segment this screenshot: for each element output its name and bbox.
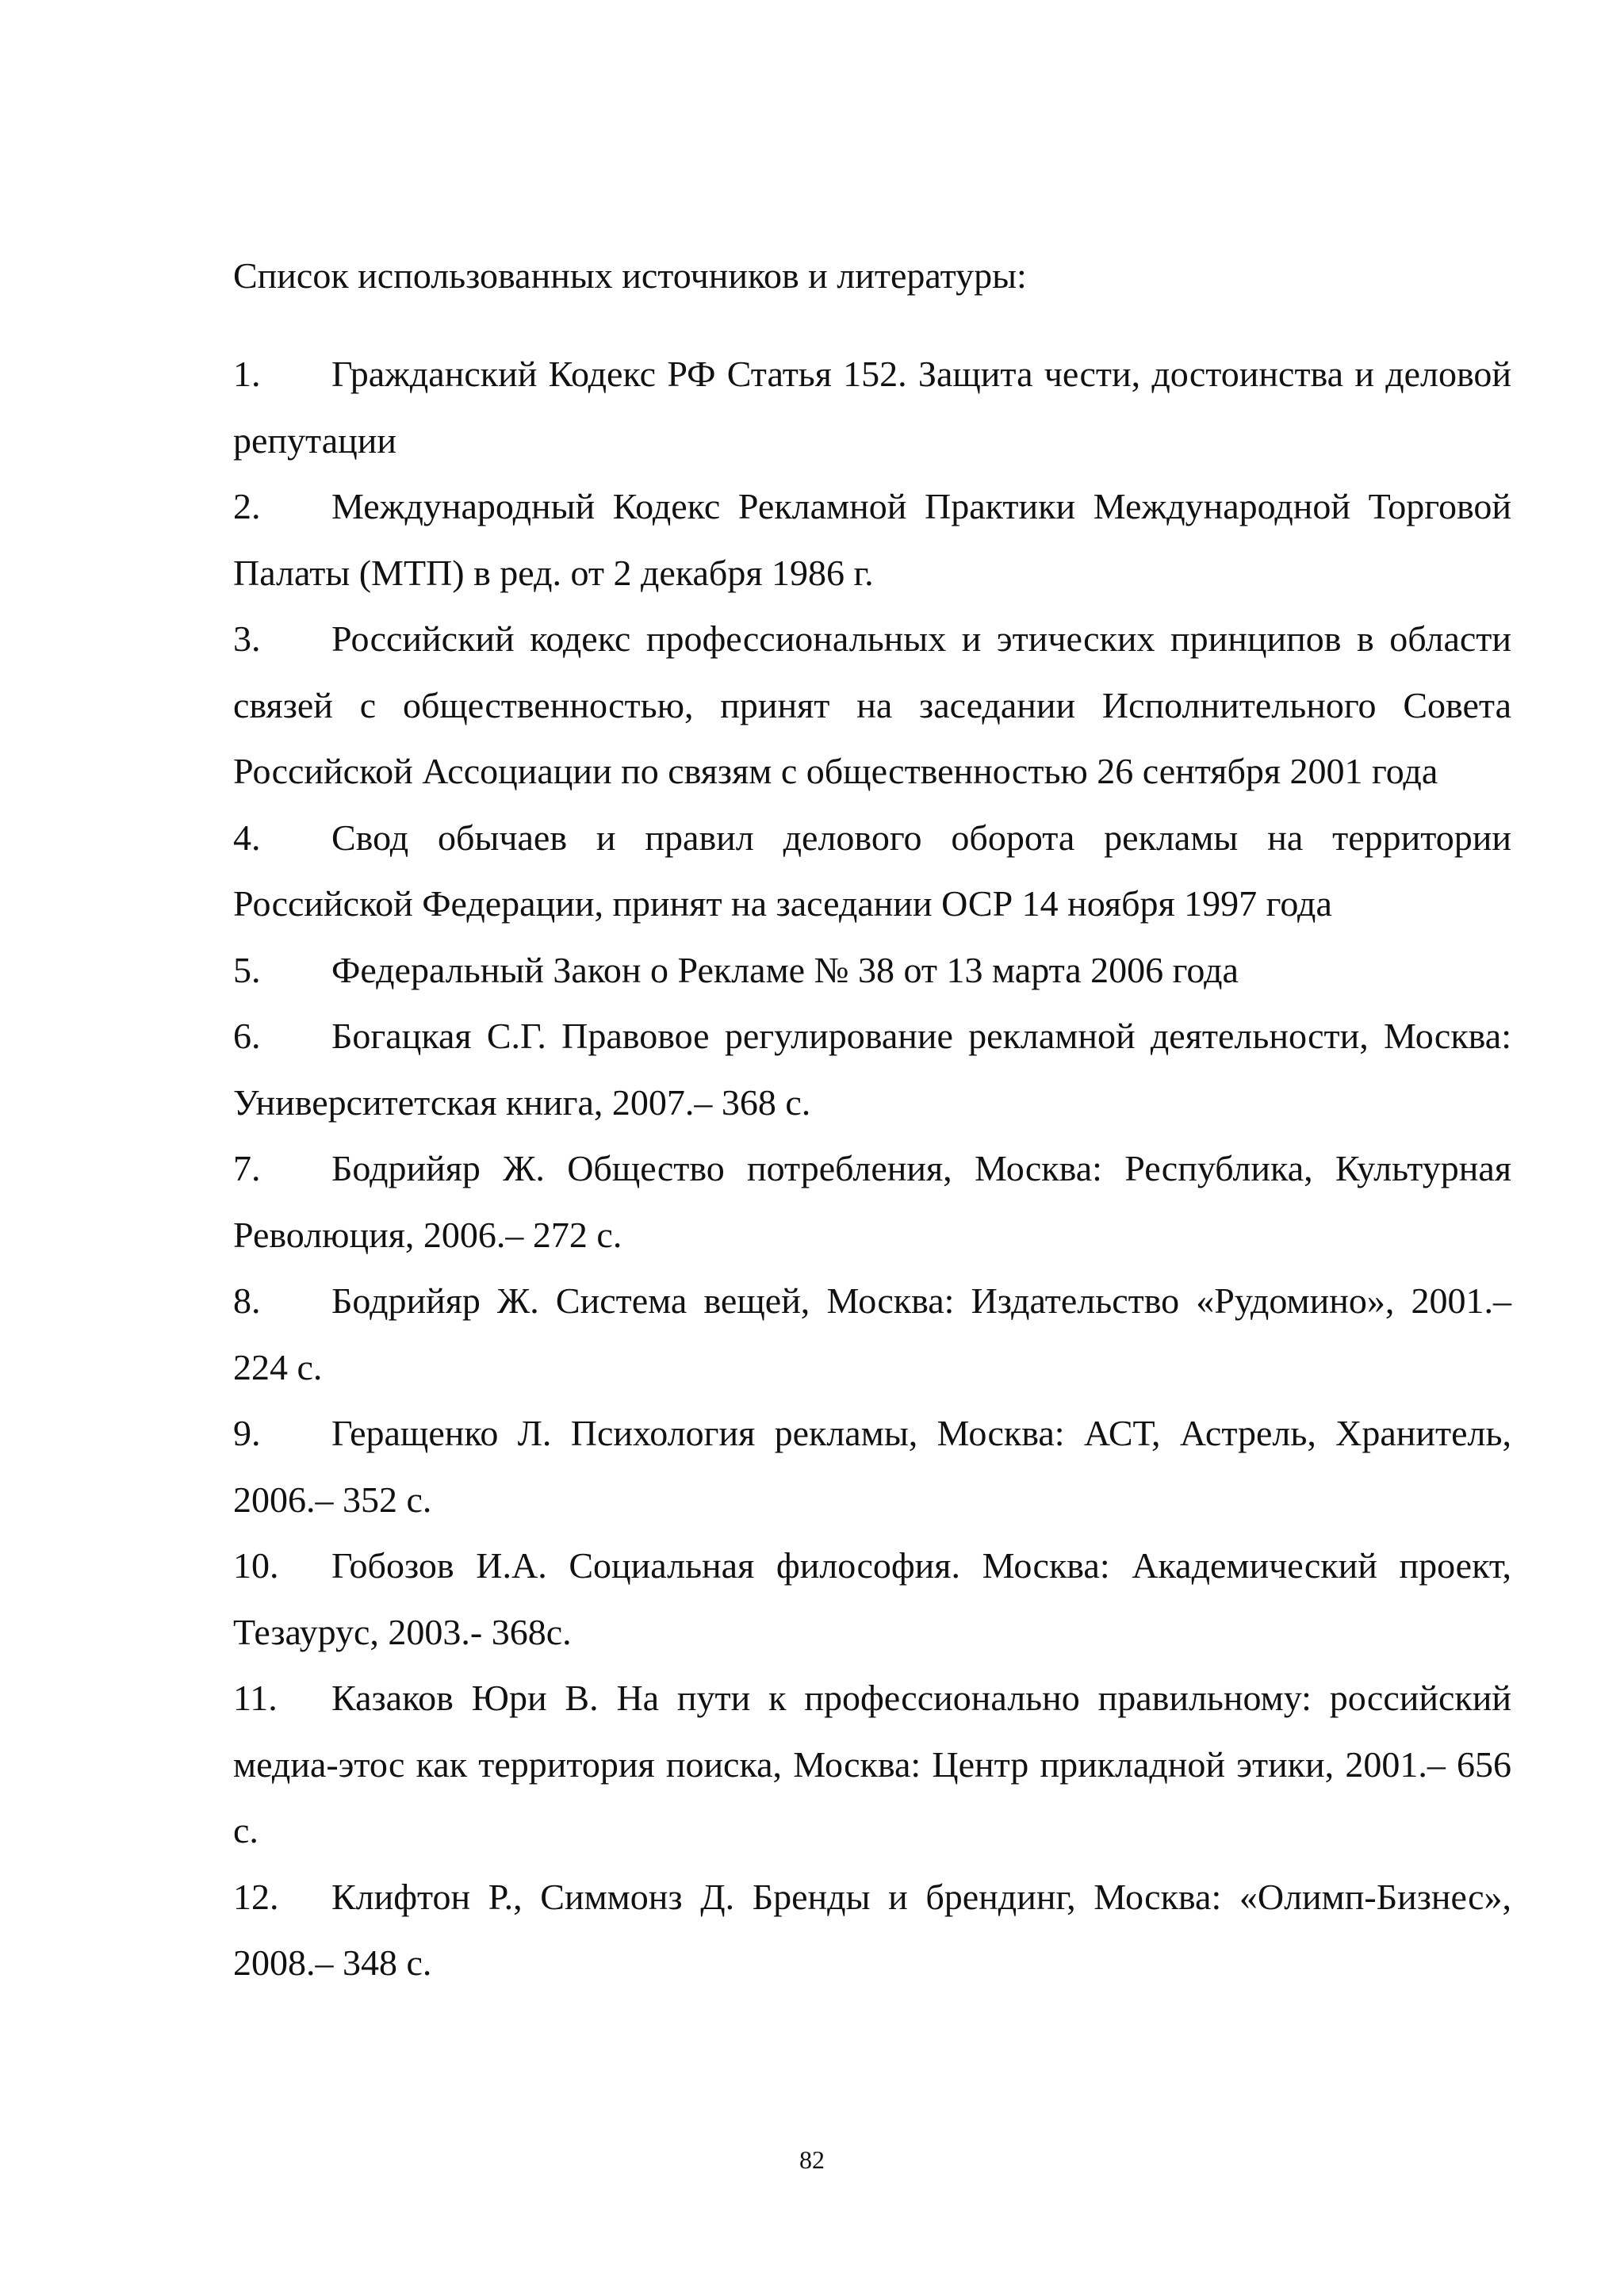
reference-number: 2. [233,486,261,526]
reference-number: 1. [233,354,261,394]
reference-text: Богацкая С.Г. Правовое регулирование рекламной деятельности, Москва: Университетская книга, 2007.– 368 с. [233,1016,1511,1123]
reference-number: 9. [233,1413,261,1453]
reference-number: 11. [233,1678,278,1718]
reference-item [233,606,1511,805]
reference-number: 4. [233,817,261,858]
reference-item [233,1135,1511,1268]
reference-text: Международный Кодекс Рекламной Практики Международной Торговой Палаты (МТП) в ред. от 2 декабря 1986 г. [233,486,1511,593]
page-number: 82 [799,2145,825,2174]
reference-item [233,341,1511,473]
reference-number: 6. [233,1016,261,1056]
reference-number: 10. [233,1545,279,1586]
reference-text: Федеральный Закон о Рекламе № 38 от 13 марта 2006 года [331,949,1239,990]
reference-number: 12. [233,1876,279,1917]
reference-text: Свод обычаев и правил делового оборота рекламы на территории Российской Федерации, принят на заседании ОСР 14 ноября 1997 года [233,817,1511,924]
reference-text: Гобозов И.А. Социальная философия. Москва: Академический проект, Тезаурус, 2003.- 368с. [233,1545,1511,1652]
reference-item [233,1268,1511,1400]
reference-number: 5. [233,949,261,990]
reference-number: 7. [233,1148,261,1188]
reference-item [233,473,1511,606]
references-heading: Список использованных источников и литературы: [233,255,1027,296]
reference-item [233,805,1511,937]
reference-text: Российский кодекс профессиональных и этических принципов в области связей с общественностью, принят на заседании Исполнительного Совета Российской Ассоциации по связям с общественностью 26 сентября 2001 года [233,618,1511,791]
reference-item [233,1533,1511,1665]
references-list [233,341,1511,1996]
reference-item [233,1003,1511,1135]
reference-text: Бодрийяр Ж. Система вещей, Москва: Издательство «Рудомино», 2001.– 224 с. [233,1280,1511,1387]
reference-number: 8. [233,1280,261,1321]
reference-text: Гражданский Кодекс РФ Статья 152. Защита чести, достоинства и деловой репутации [233,354,1511,461]
reference-text: Геращенко Л. Психология рекламы, Москва: АСТ, Астрель, Хранитель, 2006.– 352 с. [233,1413,1511,1520]
reference-item [233,1400,1511,1533]
reference-item [233,1665,1511,1864]
reference-text: Бодрийяр Ж. Общество потребления, Москва: Республика, Культурная Революция, 2006.– 272 с. [233,1148,1511,1255]
reference-item [233,937,1511,1004]
reference-text: Казаков Юри В. На пути к профессионально правильному: российский медиа-этос как территория поиска, Москва: Центр прикладной этики, 2001.– 656 с. [233,1678,1511,1850]
reference-number: 3. [233,618,261,659]
reference-text: Клифтон Р., Симмонз Д. Бренды и брендинг, Москва: «Олимп-Бизнес», 2008.– 348 с. [233,1876,1511,1983]
reference-item [233,1864,1511,1996]
